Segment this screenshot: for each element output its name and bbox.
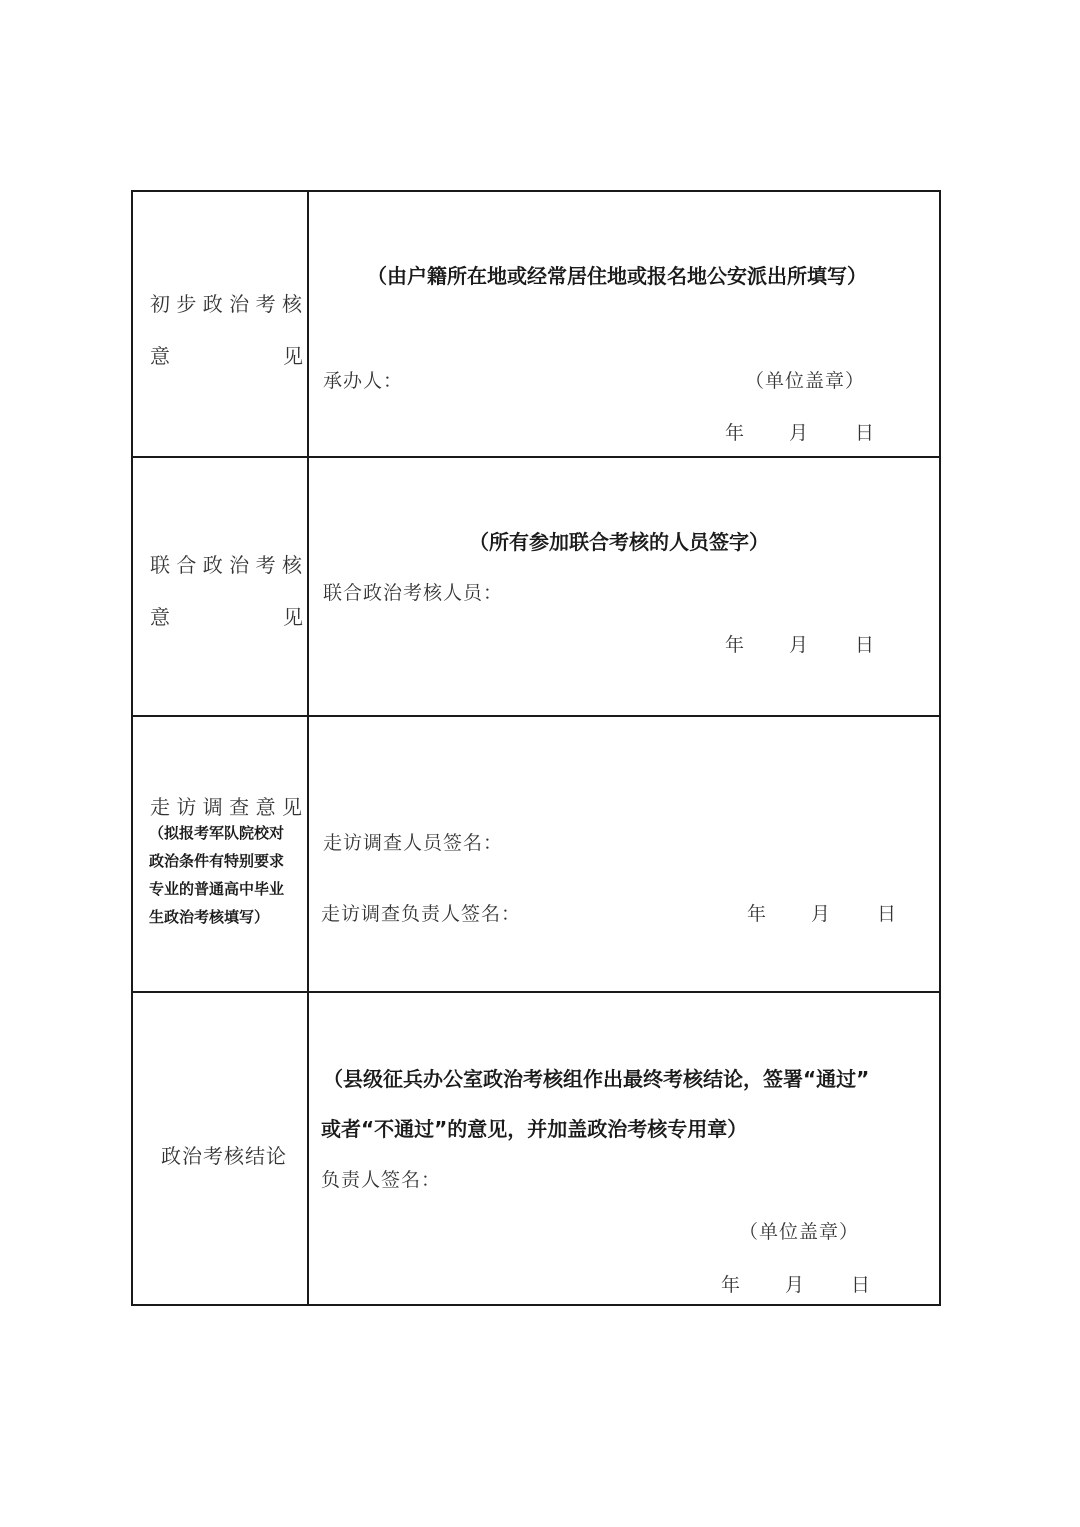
date-month: 月 [785,1274,805,1296]
conclusion-label: 政治考核结论 [161,1144,287,1168]
date-year: 年 [747,903,767,925]
column-divider [307,192,309,456]
label-opinion-right: 见 [283,344,303,368]
label-text [150,791,302,820]
date-month: 月 [789,634,809,656]
visit-survey-sub-3: 专业的普通高中毕业 [149,880,285,898]
date-year: 年 [725,634,745,656]
label-char: 意 [255,795,276,819]
seal-label: （单位盖章） [739,1221,860,1243]
section-conclusion [133,991,939,1304]
label-text [150,288,302,317]
visit-leader-signature-label: 走访调查负责人签名： [321,903,522,925]
political-review-form [131,190,941,1306]
label-char: 治 [229,292,250,316]
label-char: 核 [281,292,302,316]
label-char: 考 [255,292,276,316]
date-day: 日 [855,422,875,444]
label-char: 步 [176,292,197,316]
label-char: 考 [255,553,276,577]
section-preliminary-review [133,192,939,456]
handler-label: 承办人： [323,370,404,392]
date-month: 月 [789,422,809,444]
label-char: 见 [281,795,302,819]
label-char: 政 [202,292,223,316]
label-char: 联 [150,553,170,577]
section-joint-review [133,456,939,715]
section-visit-survey [133,715,939,991]
label-char: 政 [202,553,223,577]
column-divider [307,993,309,1304]
joint-personnel-label: 联合政治考核人员： [323,582,504,604]
label-char: 查 [229,795,250,819]
label-char: 初 [150,292,170,316]
label-opinion-right: 见 [283,605,303,629]
preliminary-review-label [150,288,302,317]
date-day: 日 [877,903,897,925]
conclusion-leader-signature-label: 负责人签名： [321,1169,442,1191]
column-divider [307,458,309,715]
label-text [150,549,302,578]
visit-survey-sub-1: （拟报考军队院校对 [149,824,285,842]
label-char: 治 [229,553,250,577]
date-day: 日 [851,1274,871,1296]
joint-note: （所有参加联合考核的人员签字） [469,530,769,554]
date-year: 年 [725,422,745,444]
joint-review-label [150,549,302,578]
label-char: 调 [202,795,223,819]
label-char: 走 [150,795,170,819]
visit-survey-sub-4: 生政治考核填写） [149,908,270,926]
seal-label: （单位盖章） [745,370,866,392]
label-opinion-left: 意 [150,344,170,368]
visitor-signature-label: 走访调查人员签名： [323,832,504,854]
visit-survey-sub-2: 政治条件有特别要求 [149,852,285,870]
preliminary-note: （由户籍所在地或经常居住地或报名地公安派出所填写） [367,264,867,288]
conclusion-note-line-1: （县级征兵办公室政治考核组作出最终考核结论，签署“通过” [323,1067,870,1091]
date-month: 月 [811,903,831,925]
label-char: 访 [176,795,197,819]
label-opinion-left: 意 [150,605,170,629]
date-day: 日 [855,634,875,656]
date-year: 年 [721,1274,741,1296]
label-char: 核 [281,553,302,577]
label-char: 合 [176,553,197,577]
visit-survey-label [150,791,302,820]
column-divider [307,717,309,991]
conclusion-note-line-2: 或者“不通过”的意见，并加盖政治考核专用章） [321,1117,748,1141]
